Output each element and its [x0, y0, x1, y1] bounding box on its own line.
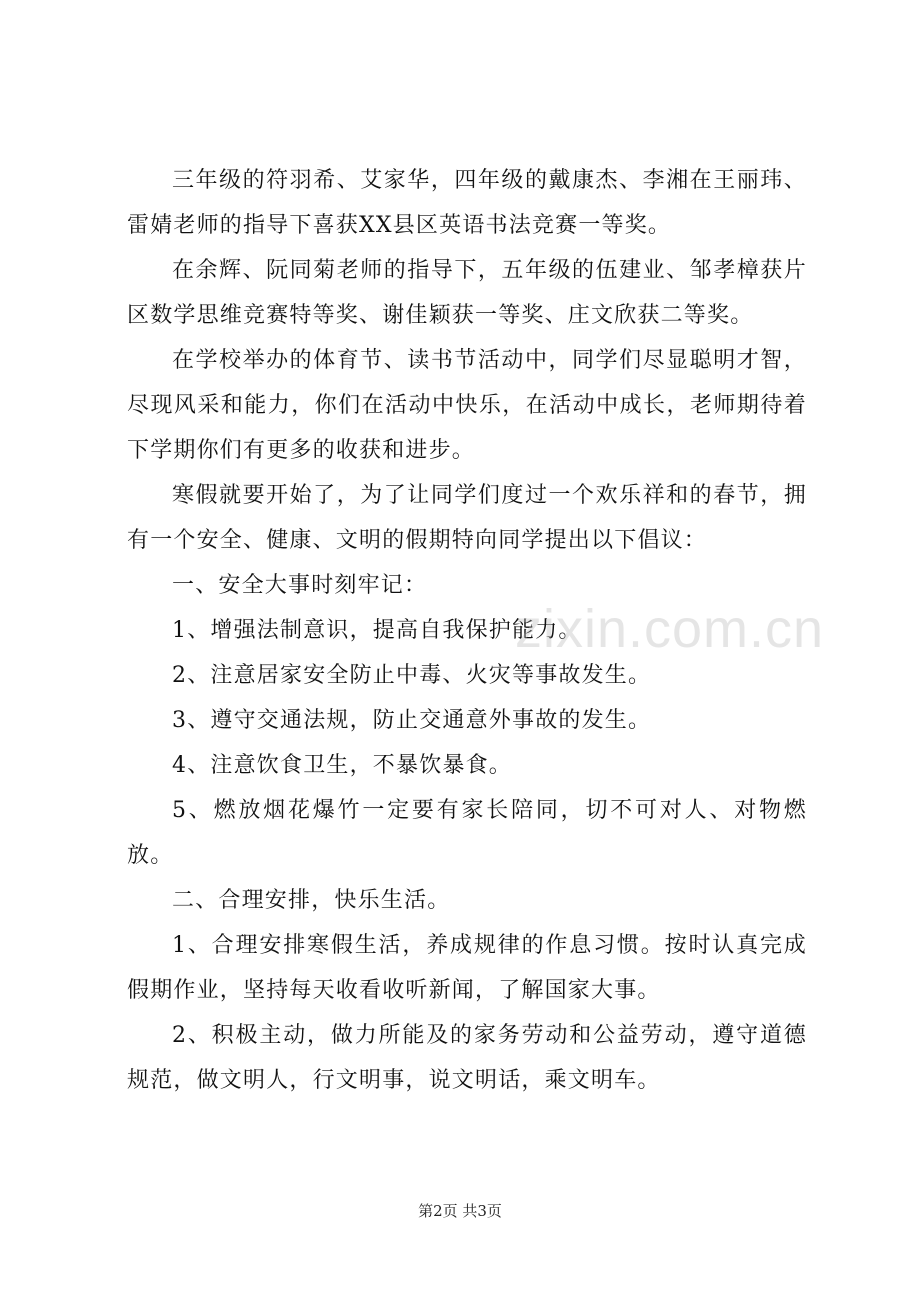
list-item: 5、燃放烟花爆竹一定要有家长陪同，切不可对人、对物燃放。	[127, 798, 807, 868]
document-body	[127, 158, 807, 1103]
list-item: 2、积极主动，做力所能及的家务劳动和公益劳动，遵守道德规范，做文明人，行文明事，说文明话，乘文明车。	[127, 1023, 807, 1093]
paragraph: 寒假就要开始了，为了让同学们度过一个欢乐祥和的春节，拥有一个安全、健康、文明的假期特向同学提出以下倡议：	[127, 483, 807, 553]
list-item: 3、遵守交通法规，防止交通意外事故的发生。	[172, 708, 652, 733]
paragraph: 在学校举办的体育节、读书节活动中，同学们尽显聪明才智，尽现风采和能力，你们在活动中快乐，在活动中成长，老师期待着下学期你们有更多的收获和进步。	[127, 348, 807, 463]
section-heading: 二、合理安排，快乐生活。	[172, 888, 451, 913]
page-number-footer: 第2页 共3页	[418, 1202, 502, 1220]
paragraph: 在余辉、阮同菊老师的指导下，五年级的伍建业、邹孝樟获片区数学思维竞赛特等奖、谢佳颖获一等奖、庄文欣获二等奖。	[127, 258, 807, 328]
list-item: 1、合理安排寒假生活，养成规律的作息习惯。按时认真完成假期作业，坚持每天收看收听新闻，了解国家大事。	[127, 933, 807, 1003]
paragraph: 三年级的符羽希、艾家华，四年级的戴康杰、李湘在王丽玮、雷婧老师的指导下喜获XX县区英语书法竞赛一等奖。	[127, 168, 807, 238]
list-item: 2、注意居家安全防止中毒、火灾等事故发生。	[172, 663, 652, 688]
list-item: 4、注意饮食卫生，不暴饮暴食。	[172, 753, 512, 778]
list-item: 1、增强法制意识，提高自我保护能力。	[172, 618, 582, 643]
watermark: zixin.com.cn	[515, 599, 825, 659]
section-heading: 一、安全大事时刻牢记：	[172, 573, 428, 598]
